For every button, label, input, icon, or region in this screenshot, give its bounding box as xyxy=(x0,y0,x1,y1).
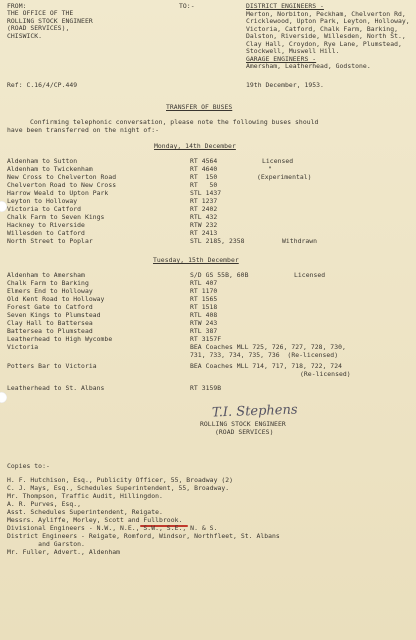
tuesday-route-10: Victoria xyxy=(7,343,39,351)
monday-bus-7: RT 2402 xyxy=(190,205,218,213)
monday-route-6: Leyton to Holloway xyxy=(7,197,78,205)
tuesday-bus-2: RTL 407 xyxy=(190,279,218,287)
from-label: FROM: xyxy=(7,2,27,10)
monday-bus-4: RT 50 xyxy=(190,181,218,189)
tuesday-bus-14: RT 3159B xyxy=(190,384,222,392)
monday-note-1: Licensed xyxy=(262,157,294,165)
monday-bus-6: RT 1237 xyxy=(190,197,218,205)
from-line-3: (ROAD SERVICES), xyxy=(7,24,70,32)
copies-line-8: District Engineers - Reigate, Romford, Windsor, Northfleet, St. Albans xyxy=(7,532,280,540)
memo-date: 19th December, 1953. xyxy=(246,81,324,89)
to-label: TO:- xyxy=(179,2,195,10)
tuesday-bus-6: RTL 408 xyxy=(190,311,218,319)
tuesday-bus-12: BEA Coaches MLL 714, 717, 718, 722, 724 xyxy=(190,362,343,370)
tuesday-route-7: Clay Hall to Battersea xyxy=(7,319,93,327)
monday-bus-9: RTW 232 xyxy=(190,221,218,229)
monday-bus-2: RT 4640 xyxy=(190,165,218,173)
reference: Ref: C.16/4/CP.449 xyxy=(7,81,78,89)
to-heading-district: DISTRICT ENGINEERS - xyxy=(246,2,324,10)
monday-route-3: New Cross to Chelverton Road xyxy=(7,173,117,181)
monday-bus-10: RT 2413 xyxy=(190,229,218,237)
tuesday-note-1: Licensed xyxy=(294,271,326,279)
tuesday-route-4: Old Kent Road to Holloway xyxy=(7,295,105,303)
copies-line-4: A. R. Purves, Esq., xyxy=(7,500,82,508)
from-line-4: CHISWICK. xyxy=(7,31,43,40)
to-district-line-2: Cricklewood, Upton Park, Leyton, Holloway, xyxy=(246,17,410,25)
to-district-line-6: Stockwell, Muswell Hill. xyxy=(246,47,340,55)
monday-route-9: Hackney to Riverside xyxy=(7,221,85,229)
tuesday-bus-1: S/D GS 55B, 60B xyxy=(190,271,249,279)
to-district-line-1: Merton, Norbiton, Peckham, Chelverton Rd, xyxy=(246,9,406,18)
tuesday-route-5: Forest Gate to Catford xyxy=(7,303,93,311)
monday-bus-11: STL 2185, 2358 xyxy=(190,237,245,245)
punch-hole-bottom xyxy=(0,392,7,403)
monday-bus-8: RTL 432 xyxy=(190,213,218,221)
to-district-line-4: Dalston, Riverside, Willesden, North St., xyxy=(246,32,406,40)
from-line-1: THE OFFICE OF THE xyxy=(7,9,74,17)
tuesday-route-12: Potters Bar to Victoria xyxy=(7,362,97,370)
monday-route-1: Aldenham to Sutton xyxy=(7,157,78,165)
from-line-2: ROLLING STOCK ENGINEER xyxy=(7,16,93,25)
tuesday-bus-8: RTL 387 xyxy=(190,327,218,335)
tuesday-heading: Tuesday, 15th December xyxy=(153,256,239,264)
monday-bus-1: RT 4564 xyxy=(190,157,218,165)
punch-hole-top xyxy=(0,201,7,212)
monday-route-10: Willesden to Catford xyxy=(7,229,85,237)
memo-title: TRANSFER OF BUSES xyxy=(166,103,233,111)
handwritten-signature: T.I. Stephens xyxy=(211,402,298,421)
monday-route-5: Harrow Weald to Upton Park xyxy=(7,189,109,197)
tuesday-route-1: Aldenham to Amersham xyxy=(7,271,85,279)
intro-line-2: have been transferred on the night of:- xyxy=(7,125,160,134)
tuesday-bus-3: RT 1170 xyxy=(190,287,218,295)
tuesday-route-8: Battersea to Plumstead xyxy=(7,327,93,335)
monday-note-2: " xyxy=(268,165,272,173)
copies-line-9: and Garston. xyxy=(7,540,85,548)
tuesday-bus-9: RT 3157F xyxy=(190,335,222,343)
copies-line-1: H. F. Hutchison, Esq., Publicity Officer, 55, Broadway (2) xyxy=(7,476,234,484)
copies-line-5: Asst. Schedules Superintendent, Reigate. xyxy=(7,508,163,516)
monday-route-7: Victoria to Catford xyxy=(7,205,82,213)
monday-bus-3: RT 150 xyxy=(190,173,218,181)
copies-heading: Copies to:- xyxy=(7,462,50,470)
signature-subtitle: (ROAD SERVICES) xyxy=(215,428,274,436)
to-district-line-5: Clay Hall, Croydon, Rye Lane, Plumstead, xyxy=(246,39,402,48)
monday-route-11: North Street to Poplar xyxy=(7,237,93,245)
monday-note-11: Withdrawn xyxy=(282,237,318,245)
copies-line-7: Divisional Engineers - N.W., N.E., S.W., S.E., N. & S. xyxy=(7,524,218,532)
tuesday-route-14: Leatherhead to St. Albans xyxy=(7,384,105,392)
copies-line-6: Messrs. Ayliffe, Morley, Scott and Fullbrook. xyxy=(7,516,183,524)
tuesday-bus-11: 731, 733, 734, 735, 736 (Re-licensed) xyxy=(190,351,339,359)
tuesday-route-2: Chalk Farm to Barking xyxy=(7,279,89,287)
tuesday-route-9: Leatherhead to High Wycombe xyxy=(7,335,113,343)
tuesday-route-6: Seven Kings to Plumstead xyxy=(7,311,101,319)
tuesday-bus-7: RTW 243 xyxy=(190,319,218,327)
monday-bus-5: STL 1437 xyxy=(190,189,222,197)
signature-title: ROLLING STOCK ENGINEER xyxy=(200,420,286,428)
to-garage-line-1: Amersham, Leatherhead, Godstone. xyxy=(246,62,371,70)
intro-line-1: Confirming telephonic conversation, please note the following buses should xyxy=(30,118,319,126)
tuesday-bus-10: BEA Coaches MLL 725, 726, 727, 728, 730, xyxy=(190,343,346,351)
to-district-line-3: Victoria, Catford, Chalk Farm, Barking, xyxy=(246,24,399,33)
monday-heading: Monday, 14th December xyxy=(154,142,236,150)
monday-route-4: Chelverton Road to New Cross xyxy=(7,181,117,189)
tuesday-bus-13: (Re-licensed) xyxy=(300,370,351,378)
copies-line-3: Mr. Thompson, Traffic Audit, Hillingdon. xyxy=(7,492,163,500)
copies-line-10: Mr. Fuller, Advert., Aldenham xyxy=(7,548,121,556)
monday-route-2: Aldenham to Twickenham xyxy=(7,165,93,173)
copies-line-2: C. J. Mays, Esq., Schedules Superintendent, 55, Broadway. xyxy=(7,484,230,492)
to-heading-garage: GARAGE ENGINEERS - xyxy=(246,54,317,63)
tuesday-route-3: Elmers End to Holloway xyxy=(7,287,93,295)
monday-route-8: Chalk Farm to Seven Kings xyxy=(7,213,105,221)
monday-note-3: (Experimental) xyxy=(257,173,312,181)
tuesday-bus-5: RT 1518 xyxy=(190,303,218,311)
tuesday-bus-4: RT 1565 xyxy=(190,295,218,303)
